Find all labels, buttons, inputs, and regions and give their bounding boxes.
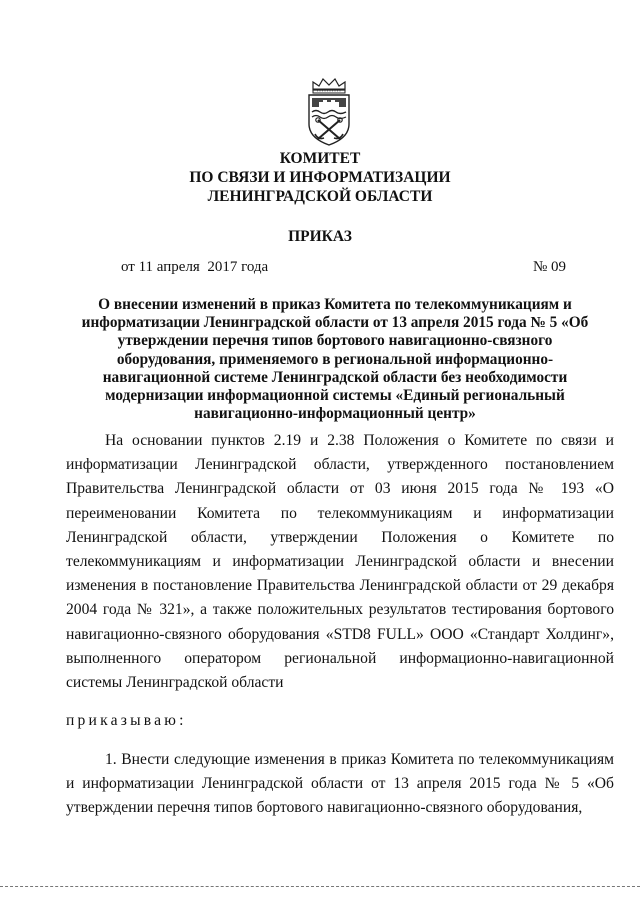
document-subject: О внесении изменений в приказ Комитета по телекоммуникациям и информатизации Ленинградской области от 13 апреля 2015 года № 5 «Об утверждении перечня типов бортового навигационно-связного оборудования, применяемого в региональной информационно-навигационной системе Ленинградской области без необходимости модернизации информационной системы «Единый региональный навигационно-информационный центр» — [81, 296, 589, 423]
document-type: ПРИКАЗ — [288, 228, 352, 245]
committee-subtitle: ПО СВЯЗИ И ИНФОРМАТИЗАЦИИ — [189, 169, 451, 186]
body-paragraph-basis: На основании пунктов 2.19 и 2.38 Положения о Комитете по связи и информатизации Ленинградской области, утвержденного постановлением Правительства Ленинградской области от 03 июня 2015 года № 193 «О переименовании Комитета по телекоммуникациям и информатизации Ленинградской области, утверждении Положения о Комитете по телекоммуникациям и информатизации Ленинградской области и внесении изменения в постановление Правительства Ленинградской области от 29 декабря 2004 года № 321», а также положительных результатов тестирования бортового навигационно-связного оборудования «STD8 FULL» ООО «Стандарт Холдинг», выполненного оператором региональной информационно-навигационной системы Ленинградской области — [66, 432, 614, 692]
coat-of-arms-icon — [303, 76, 355, 148]
committee-region: ЛЕНИНГРАДСКОЙ ОБЛАСТИ — [207, 188, 433, 205]
document-date: от 11 апреля 2017 года — [121, 259, 269, 275]
order-word: приказываю: — [66, 712, 187, 729]
document-number: № 09 — [533, 259, 567, 275]
committee-title: КОМИТЕТ — [279, 150, 361, 167]
body-paragraph-item-1: 1. Внести следующие изменения в приказ Комитета по телекоммуникациям и информатизации Ленинградской области от 13 апреля 2015 года № 5 «Об утверждении перечня типов бортового навигационно-связного оборудования, — [66, 751, 614, 817]
scan-border-line — [0, 886, 640, 887]
